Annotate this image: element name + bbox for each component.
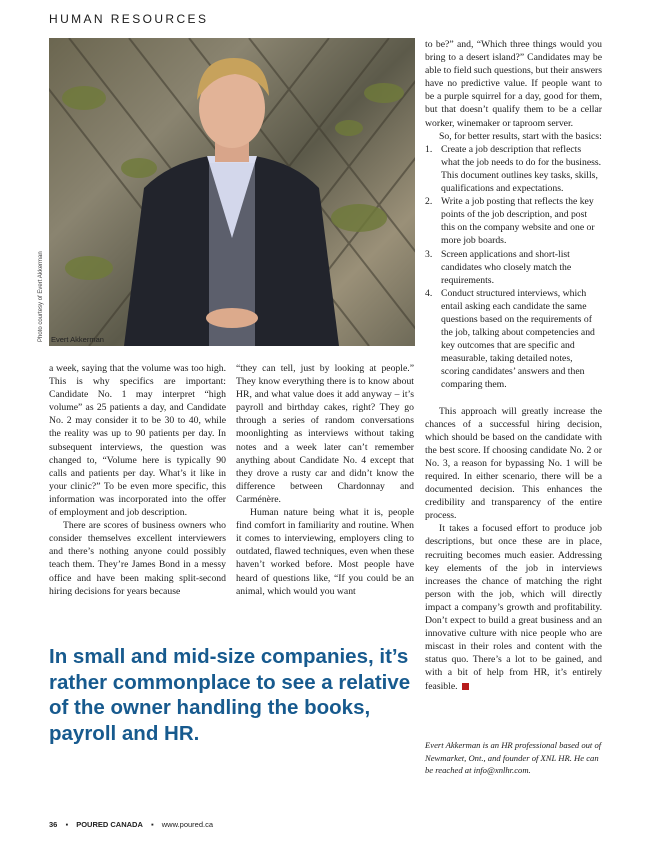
author-photo [49,38,415,346]
page-number: 36 [49,820,58,829]
footer-separator: ▪ [150,820,154,829]
list-item [425,248,602,287]
list-text: Write a job posting that reflects the key points of the job description, and post this on the company website and one or more job boards. [441,196,595,247]
list-number: 2. [425,196,433,208]
paragraph: There are scores of business owners who consider themselves excellent interviewers and there’s nothing anyone could possibly teach them. They’re James Bond in a messy office and have been making split-second hiring decisions for years because [49,520,226,597]
list-item [425,287,602,392]
list-text: Conduct structured interviews, which entail asking each candidate the same questions based on the requirements of the job, talking about competencies and key outcomes that are specific and measurable, taking detailed notes, scoring candidates’ answers and then comparing them. [441,287,595,391]
paragraph: So, for better results, start with the basics: [439,130,602,142]
paragraph [425,522,602,692]
list-number: 3. [425,248,433,260]
section-header: HUMAN RESOURCES [49,12,209,26]
photo-credit: Photo courtesy of Evert Akkerman [38,251,44,342]
paragraph: “they can tell, just by looking at people.” They know everything there is to know about HR, and what value does it add anyway – it’s payroll and birthday cakes, right? They go through a series of random conversations moonlighting as interviews without taking notes and a week later can’t remember anything about Candidate No. 4 except that they drove a rusty car and didn’t know the difference between Chardonnay and Carménère. [236,363,414,505]
paragraph: Human nature being what it is, people find comfort in familiarity and routine. When it comes to interviewing, employers cling to outdated, flawed techniques, even when these haven’t worked before. Most people have heard of questions like, “If you could be an animal, which would you want [236,507,414,597]
list-number: 4. [425,287,433,299]
list-text: Screen applications and short-list candidates who closely match the requirements. [441,248,572,286]
article-column-1 [49,362,226,598]
steps-list [425,143,602,392]
photo-caption: Evert Akkerman [51,335,104,344]
list-number: 1. [425,143,433,155]
magazine-name: POURED CANADA [76,820,143,829]
list-text: Create a job description that reflects what the job needs to do for the business. This document outlines key tasks, skills, qualifications and expectations. [441,143,602,195]
article-column-3 [425,38,602,693]
article-column-2 [236,362,414,598]
paragraph-text: It takes a focused effort to produce job descriptions, but once these are in place, recruiting becomes much easier. Addressing key elements of the job in interviews increases the chance of matching the right person with the job, which will directly impact a company’s growth and profitability. Don’t expect to build a great business and an innovative culture with nice people who are miscast in their roles and content with the status quo. There’s a lot to be gained, and with a bit of help from HR, it’s entirely feasible. [425,523,602,692]
footer-separator: ▪ [65,820,69,829]
author-bio: Evert Akkerman is an HR professional based out of Newmarket, Ont., and founder of XNL HR. He can be reached at info@xnlhr.com. [425,740,602,775]
paragraph: This approach will greatly increase the chances of a successful hiring decision, which should be based on the candidate with the best score. If choosing candidate No. 2 or No. 3, a reason for bypassing No. 1 will be required. In either scenario, there will be a documented decision. This enhances the credibility and transparency of the entire process. [425,405,602,522]
paragraph: a week, saying that the volume was too high. This is why specifics are important: Candidate No. 1 may interpret “high volume” as 25 patients a day, and Candidate No. 2 may consider it to be 30 to 40, while the reality was up to 90 patients per day. In subsequent interviews, the question was changed to, “Volume here is typically 90 calls and patients per day. What’s it like in your clinic?” To be even more specific, this information was incorporated into the offer of employment and job description. [49,363,226,519]
list-item [425,143,602,195]
page-footer [49,820,213,829]
pull-quote: In small and mid-size companies, it’s rather commonplace to see a relative of the owner handling the books, payroll and HR. [49,645,411,745]
paragraph: to be?” and, “Which three things would you bring to a desert island?” Candidates may be able to field such questions, but their answers have no predictive value. If people want to be a purple squirrel for a day, good for them, but that doesn’t qualify them to be a cellar worker, winemaker or taproom server. [425,39,602,129]
magazine-website: www.poured.ca [161,820,214,829]
end-of-article-mark [462,683,469,690]
list-item [425,195,602,247]
